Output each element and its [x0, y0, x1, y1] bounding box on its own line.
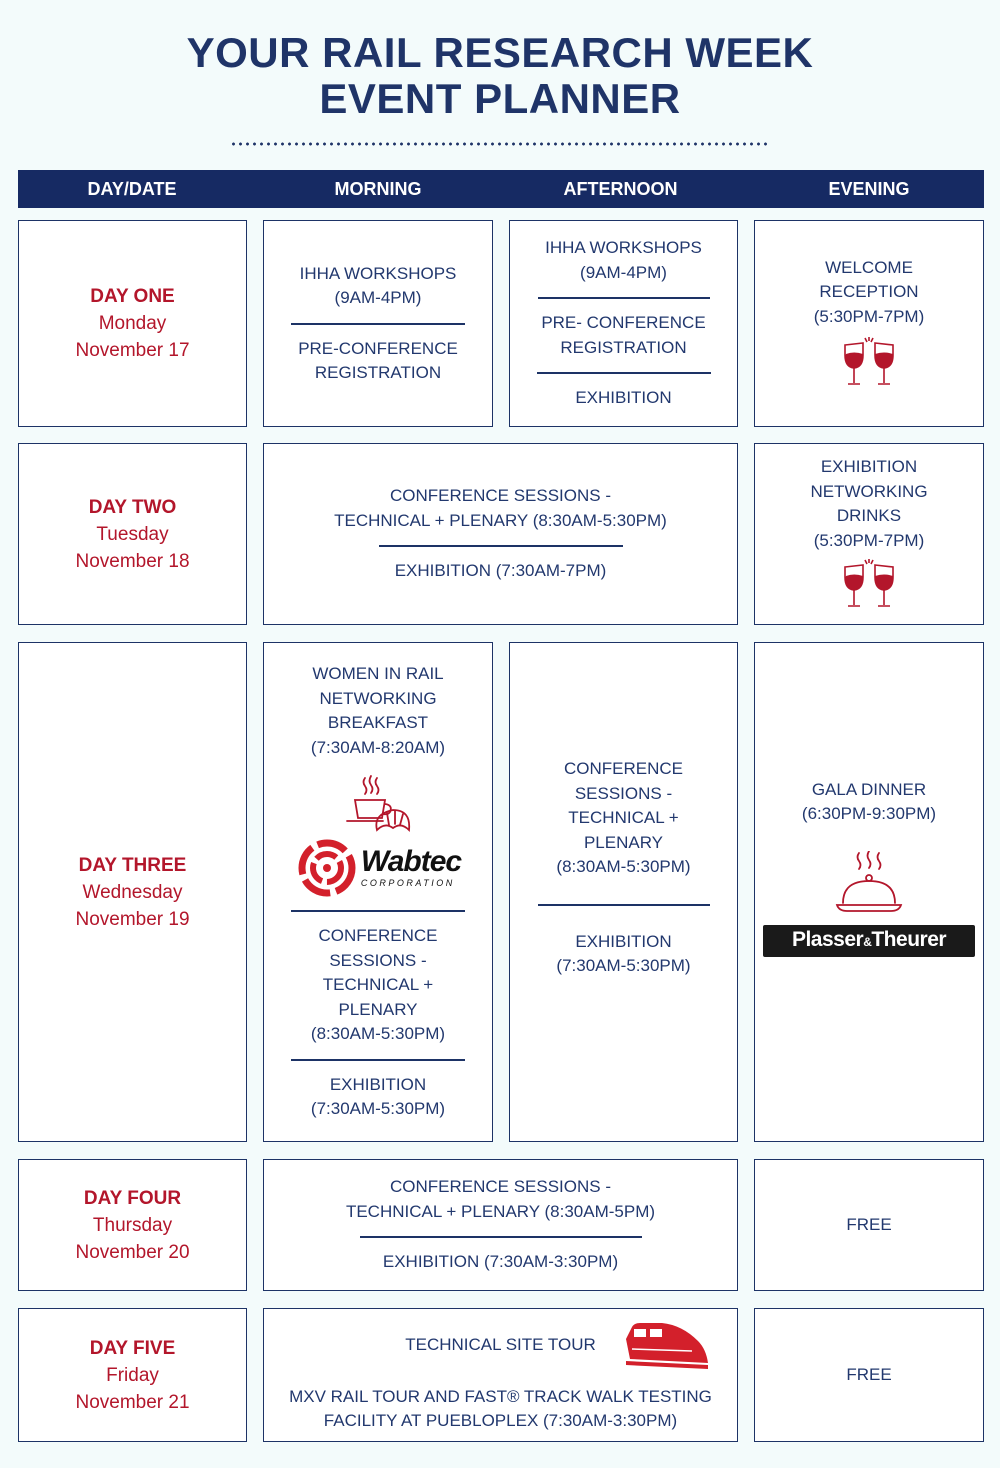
event-conference-sessions: CONFERENCE SESSIONS - TECHNICAL + PLENARY (8:30AM-5PM) [345, 1177, 656, 1221]
coffee-croissant-icon [343, 774, 413, 832]
event-pre-conference-registration: PRE-CONFERENCE REGISTRATION [298, 338, 458, 382]
event-mxv-rail-tour: MXV RAIL TOUR AND FAST® TRACK WALK TESTING FACILITY AT PUEBLOPLEX (7:30AM-3:30PM) [289, 1386, 712, 1430]
wabtec-name: Wabtec [360, 845, 462, 879]
plasser-ampersand: & [863, 934, 872, 949]
event-exhibition-networking-drinks: EXHIBITION NETWORKING DRINKS (5:30PM-7PM) [810, 457, 928, 550]
event-technical-site-tour: TECHNICAL SITE TOUR [405, 1334, 596, 1354]
day-date: November 17 [75, 340, 190, 361]
wine-glasses-icon [839, 335, 899, 391]
event-ihha-workshops: IHHA WORKSHOPS (9AM-4PM) [299, 263, 457, 307]
day-one-cell [18, 220, 247, 427]
day-date: November 21 [75, 1391, 190, 1413]
day-three-afternoon-cell [509, 642, 738, 1142]
day-four-evening-cell [754, 1159, 984, 1291]
plasser-theurer-logo [763, 925, 975, 957]
day-two-cell [18, 443, 247, 625]
event-women-in-rail-breakfast: WOMEN IN RAIL NETWORKING BREAKFAST (7:30AM-8:20AM) [310, 664, 446, 757]
day-five-evening-cell [754, 1308, 984, 1442]
day-one-morning-cell [263, 220, 493, 427]
header-afternoon: AFTERNOON [563, 179, 678, 199]
separator [360, 1236, 642, 1238]
day-weekday: Friday [106, 1364, 159, 1386]
event-conference-sessions: CONFERENCE SESSIONS - TECHNICAL + PLENARY (8:30AM-5:30PM) [310, 926, 446, 1044]
day-one-evening-cell [754, 220, 984, 427]
event-exhibition: EXHIBITION [575, 388, 672, 408]
event-ihha-workshops: IHHA WORKSHOPS (9AM-4PM) [545, 238, 702, 282]
day-two-daytime-cell [263, 443, 738, 625]
day-weekday: Wednesday [82, 881, 183, 903]
site-tour-row [264, 1317, 737, 1371]
event-exhibition: EXHIBITION (7:30AM-7PM) [394, 561, 607, 581]
day-three-cell [18, 642, 247, 1142]
wine-glasses-icon [839, 557, 899, 613]
day-name: DAY THREE [78, 854, 187, 876]
separator [291, 910, 465, 912]
day-one-afternoon-cell [509, 220, 738, 427]
page-title [0, 30, 1000, 122]
table-header [18, 170, 984, 208]
dinner-cloche-icon [833, 851, 905, 917]
separator [538, 904, 710, 906]
separator [538, 297, 710, 299]
day-weekday: Tuesday [96, 523, 169, 545]
day-name: DAY FIVE [89, 1337, 176, 1359]
day-name: DAY ONE [90, 286, 175, 307]
day-name: DAY TWO [88, 496, 177, 518]
wabtec-logo [295, 838, 461, 898]
dotted-divider [230, 141, 768, 147]
day-four-cell [18, 1159, 247, 1291]
theurer-text: Theurer [871, 927, 947, 951]
separator [291, 1059, 465, 1061]
wabtec-corporation: CORPORATION [360, 878, 455, 889]
event-exhibition: EXHIBITION (7:30AM-5:30PM) [310, 1074, 446, 1119]
header-evening: EVENING [828, 179, 910, 199]
day-weekday: Monday [98, 313, 167, 334]
event-exhibition: EXHIBITION (7:30AM-3:30PM) [382, 1252, 619, 1272]
day-date: November 18 [75, 550, 190, 572]
day-five-cell [18, 1308, 247, 1442]
train-icon [622, 1319, 712, 1371]
event-free: FREE [846, 1364, 892, 1384]
event-free: FREE [846, 1214, 892, 1234]
day-two-evening-cell [754, 443, 984, 625]
separator [537, 372, 711, 374]
day-three-evening-cell [754, 642, 984, 1142]
day-five-daytime-cell [263, 1308, 738, 1442]
plasser-text: Plasser [791, 927, 864, 951]
wabtec-logo-mark [295, 838, 359, 898]
title-line-2: EVENT PLANNER [319, 75, 681, 122]
event-welcome-reception: WELCOME RECEPTION (5:30PM-7PM) [813, 257, 925, 326]
day-name: DAY FOUR [83, 1187, 182, 1209]
event-pre-conference-registration: PRE- CONFERENCE REGISTRATION [541, 313, 706, 357]
header-day-date: DAY/DATE [87, 179, 177, 199]
event-gala-dinner: GALA DINNER (6:30PM-9:30PM) [801, 779, 937, 823]
separator [379, 545, 623, 547]
separator [291, 323, 465, 325]
event-conference-sessions: CONFERENCE SESSIONS - TECHNICAL + PLENARY (8:30AM-5:30PM) [556, 759, 691, 877]
day-date: November 20 [75, 1241, 190, 1263]
event-exhibition: EXHIBITION (7:30AM-5:30PM) [556, 931, 691, 976]
day-four-daytime-cell [263, 1159, 738, 1291]
title-line-1: YOUR RAIL RESEARCH WEEK [186, 29, 814, 76]
header-morning: MORNING [334, 179, 422, 199]
day-date: November 19 [75, 908, 190, 930]
day-three-morning-cell [263, 642, 493, 1142]
event-conference-sessions: CONFERENCE SESSIONS - TECHNICAL + PLENARY (8:30AM-5:30PM) [334, 486, 667, 530]
day-weekday: Thursday [92, 1214, 173, 1236]
